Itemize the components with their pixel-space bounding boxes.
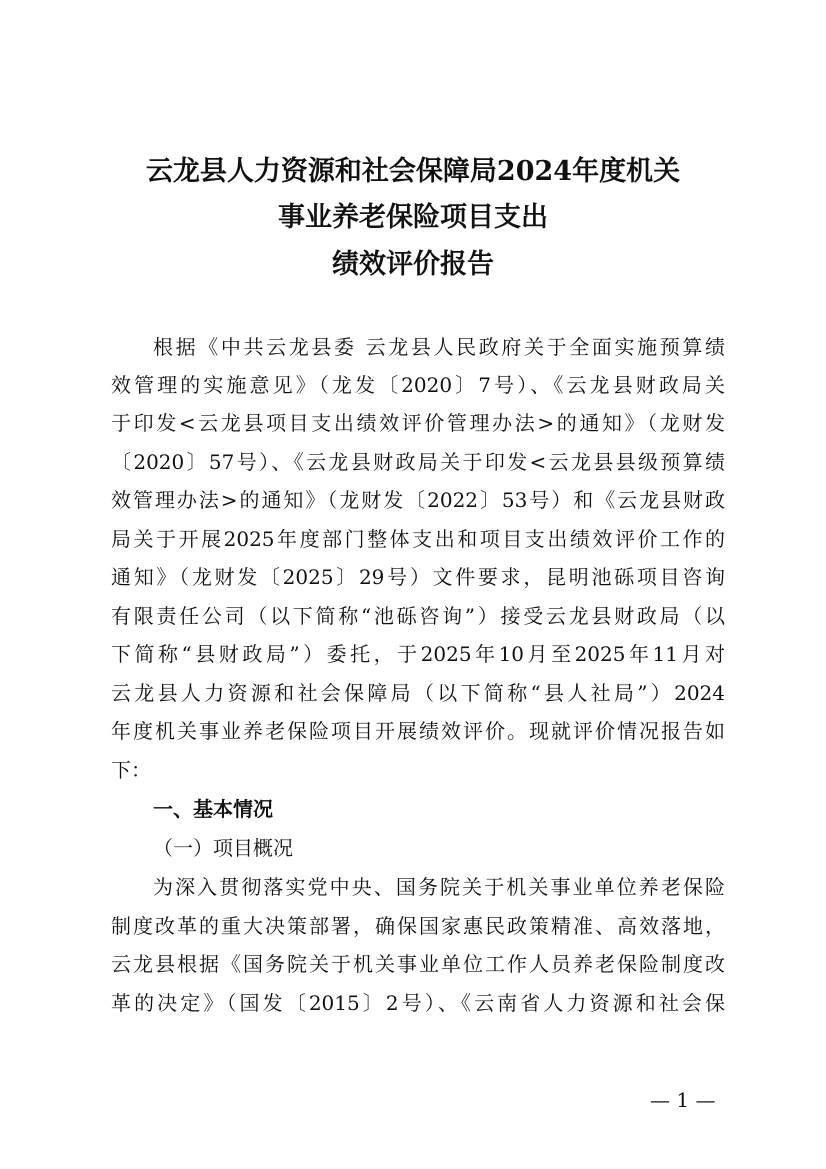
subsection-heading-project-overview: （一）项目概况 [153,836,293,860]
paragraph-1-line: 年度机关事业养老保险项目开展绩效评价。现就评价情况报告如 [111,719,725,743]
paragraph-1-line: 根据《中共云龙县委 云龙县人民政府关于全面实施预算绩 [153,335,725,359]
paragraph-1-line: 于印发<云龙县项目支出绩效评价管理办法>的通知》（龙财发 [111,411,725,435]
report-title-line-3: 绩效评价报告 [332,249,494,280]
page-number: — 1 — [650,1088,716,1112]
report-title-line-1: 云龙县人力资源和社会保障局2024年度机关 [145,156,681,187]
section-heading-basic-info: 一、基本情况 [153,797,273,821]
paragraph-1-line: 云龙县人力资源和社会保障局（以下简称“县人社局”）2024 [111,681,725,705]
paragraph-1-line: 效管理的实施意见》（龙发〔2020〕7号）、《云龙县财政局关 [111,373,725,397]
paragraph-1-line: 局关于开展2025年度部门整体支出和项目支出绩效评价工作的 [111,527,725,551]
paragraph-1-line: 〔2020〕57号）、《云龙县财政局关于印发<云龙县县级预算绩 [111,450,725,474]
report-title-line-2: 事业养老保险项目支出 [278,202,548,233]
paragraph-1-line: 下： [111,758,151,782]
paragraph-2-line: 为深入贯彻落实党中央、国务院关于机关事业单位养老保险 [153,875,725,899]
paragraph-1-line: 下简称“县财政局”）委托，于2025年10月至2025年11月对 [111,642,725,666]
paragraph-1-line: 有限责任公司（以下简称“池砾咨询”）接受云龙县财政局（以 [111,604,725,628]
paragraph-1-line: 通知》（龙财发〔2025〕29号）文件要求，昆明池砾项目咨询 [111,565,725,589]
paragraph-2-line: 云龙县根据《国务院关于机关事业单位工作人员养老保险制度改 [111,952,725,976]
paragraph-2-line: 制度改革的重大决策部署，确保国家惠民政策精准、高效落地， [111,914,725,938]
paragraph-2-line: 革的决定》（国发〔2015〕2号）、《云南省人力资源和社会保 [111,991,725,1015]
paragraph-1-line: 效管理办法>的通知》（龙财发〔2022〕53号）和《云龙县财政 [111,488,725,512]
